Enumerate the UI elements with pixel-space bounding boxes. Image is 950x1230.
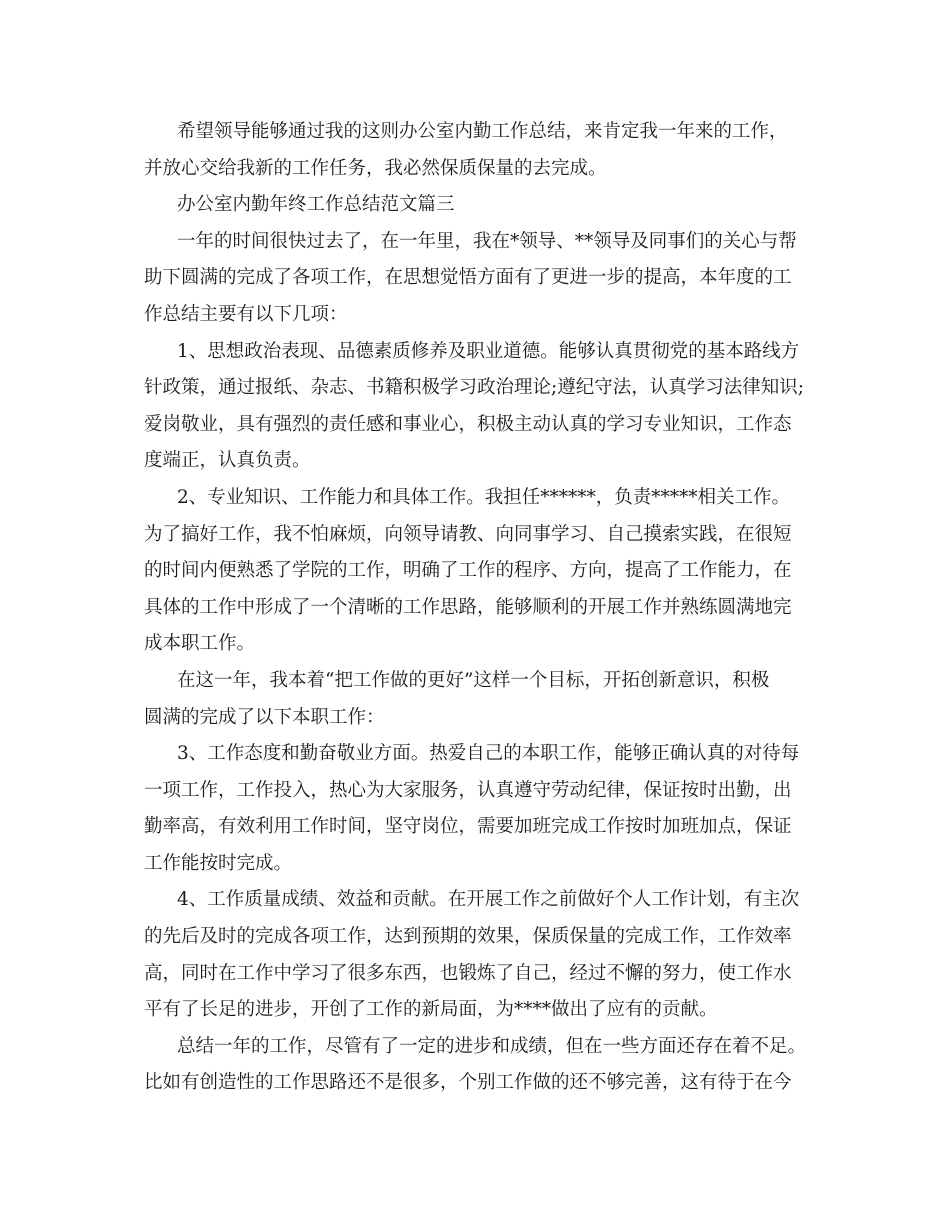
- text-line: 针政策，通过报纸、杂志、书籍积极学习政治理论;遵纪守法，认真学习法律知识;: [144, 377, 804, 399]
- text-line: 并放心交给我新的工作任务，我必然保质保量的去完成。: [144, 157, 607, 179]
- text-line: 在这一年，我本着“把工作做的更好”这样一个目标，开拓创新意识，积极: [177, 669, 770, 691]
- document-body: [144, 114, 812, 1102]
- text-line: 为了搞好工作，我不怕麻烦，向领导请教、向同事学习、自己摸索实践，在很短: [144, 523, 792, 545]
- text-line: 2、专业知识、工作能力和具体工作。我担任******，负责*****相关工作。: [177, 486, 791, 508]
- text-line: 3、工作态度和勤奋敬业方面。热爱自己的本职工作，能够正确认真的对待每: [177, 743, 800, 765]
- text-line: 爱岗敬业，具有强烈的责任感和事业心，积极主动认真的学习专业知识，工作态: [144, 413, 792, 435]
- text-line: 的时间内便熟悉了学院的工作，明确了工作的程序、方向，提高了工作能力，在: [144, 560, 792, 582]
- text-line: 助下圆满的完成了各项工作，在思想觉悟方面有了更进一步的提高，本年度的工: [144, 267, 792, 289]
- text-line: 的先后及时的完成各项工作，达到预期的效果，保质保量的完成工作，工作效率: [144, 926, 792, 948]
- text-line: 作总结主要有以下几项：: [144, 303, 348, 325]
- text-line: 办公室内勤年终工作总结范文篇三: [177, 194, 455, 216]
- text-line: 具体的工作中形成了一个清晰的工作思路，能够顺利的开展工作并熟练圆满地完: [144, 596, 792, 618]
- text-line: 勤率高，有效利用工作时间，坚守岗位，需要加班完成工作按时加班加点，保证: [144, 816, 792, 838]
- text-line: 度端正，认真负责。: [144, 450, 311, 472]
- text-line: 一年的时间很快过去了，在一年里，我在*领导、**领导及同事们的关心与帮: [177, 230, 797, 252]
- text-line: 一项工作，工作投入，热心为大家服务，认真遵守劳动纪律，保证按时出勤，出: [144, 779, 792, 801]
- text-line: 平有了长足的进步，开创了工作的新局面，为****做出了应有的贡献。: [144, 999, 718, 1021]
- text-line: 希望领导能够通过我的这则办公室内勤工作总结，来肯定我一年来的工作，: [177, 121, 788, 142]
- text-line: 工作能按时完成。: [144, 852, 293, 874]
- text-line: 总结一年的工作，尽管有了一定的进步和成绩，但在一些方面还存在着不足。: [177, 1035, 807, 1057]
- text-line: 1、思想政治表现、品德素质修养及职业道德。能够认真贯彻党的基本路线方: [177, 340, 800, 362]
- text-line: 高，同时在工作中学习了很多东西，也锻炼了自己，经过不懈的努力，使工作水: [144, 962, 792, 984]
- text-line: 比如有创造性的工作思路还不是很多，个别工作做的还不够完善，这有待于在今: [144, 1072, 792, 1094]
- text-line: 成本职工作。: [144, 633, 256, 655]
- text-line: 4、工作质量成绩、效益和贡献。在开展工作之前做好个人工作计划，有主次: [177, 889, 800, 911]
- text-line: 圆满的完成了以下本职工作：: [144, 706, 385, 728]
